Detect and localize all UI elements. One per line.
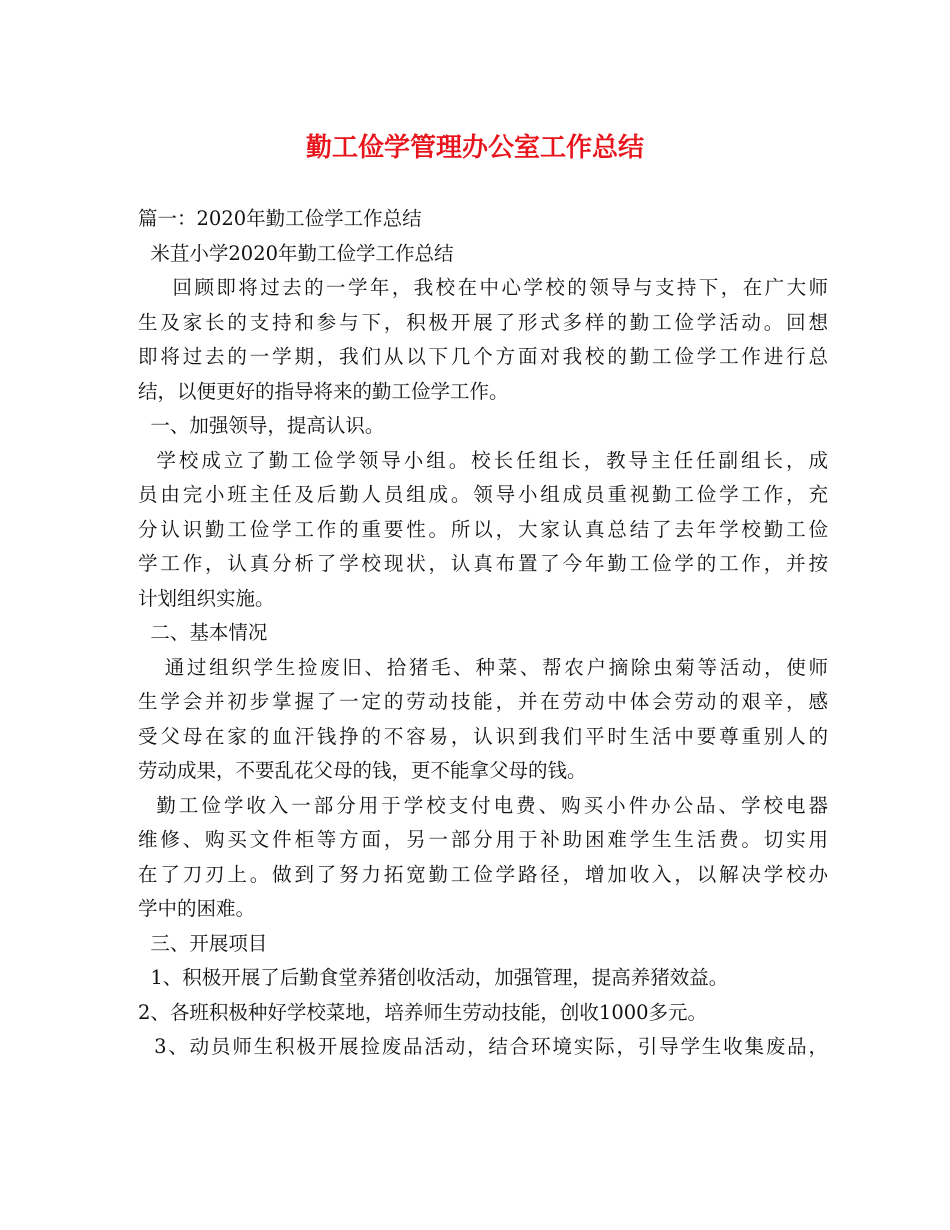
body-line: 2、各班积极种好学校菜地，培养师生劳动技能，创收1000多元。 xyxy=(138,1000,708,1024)
body-line: 一、加强领导，提高认识。 xyxy=(138,414,385,437)
body-line: 结，以便更好的指导将来的勤工俭学工作。 xyxy=(138,379,509,403)
document-title: 勤工俭学管理办公室工作总结 xyxy=(305,133,644,163)
body-line: 员由完小班主任及后勤人员组成。领导小组成员重视勤工俭学工作，充 xyxy=(138,483,828,506)
body-line: 学工作，认真分析了学校现状，认真布置了今年勤工俭学的工作，并按 xyxy=(138,552,828,575)
body-line: 勤工俭学收入一部分用于学校支付电费、购买小件办公品、学校电器 xyxy=(138,793,828,817)
body-line: 生及家长的支持和参与下，积极开展了形式多样的勤工俭学活动。回想 xyxy=(138,310,828,334)
body-line: 1、积极开展了后勤食堂养猪创收活动，加强管理，提高养猪效益。 xyxy=(138,966,729,989)
body-line: 二、基本情况 xyxy=(138,621,268,644)
body-line: 生学会并初步掌握了一定的劳动技能，并在劳动中体会劳动的艰辛，感 xyxy=(138,690,828,713)
body-line: 即将过去的一学期，我们从以下几个方面对我校的勤工俭学工作进行总 xyxy=(138,345,828,368)
body-line: 计划组织实施。 xyxy=(138,586,275,610)
body-line: 三、开展项目 xyxy=(138,931,268,955)
body-line: 在了刀刃上。做到了努力拓宽勤工俭学路径，增加收入，以解决学校办 xyxy=(138,862,828,886)
body-line: 篇一：2020年勤工俭学工作总结 xyxy=(138,207,422,230)
body-line: 回顾即将过去的一学年，我校在中心学校的领导与支持下，在广大师 xyxy=(138,276,828,299)
body-line: 学中的困难。 xyxy=(138,897,256,920)
body-line: 3、动员师生积极开展捡废品活动，结合环境实际，引导学生收集废品， xyxy=(138,1035,828,1058)
body-line: 受父母在家的血汗钱挣的不容易，认识到我们平时生活中要尊重别人的 xyxy=(138,724,828,748)
body-line: 分认识勤工俭学工作的重要性。所以，大家认真总结了去年学校勤工俭 xyxy=(138,517,828,541)
body-line: 维修、购买文件柜等方面，另一部分用于补助困难学生生活费。切实用 xyxy=(138,828,828,851)
body-line: 通过组织学生捡废旧、拾猪毛、种菜、帮农户摘除虫菊等活动，使师 xyxy=(138,655,828,679)
body-line: 米苴小学2020年勤工俭学工作总结 xyxy=(138,241,454,265)
body-line: 劳动成果，不要乱花父母的钱，更不能拿父母的钱。 xyxy=(138,759,587,782)
document-body xyxy=(138,202,828,1065)
body-line: 学校成立了勤工俭学领导小组。校长任组长，教导主任任副组长，成 xyxy=(138,448,828,472)
